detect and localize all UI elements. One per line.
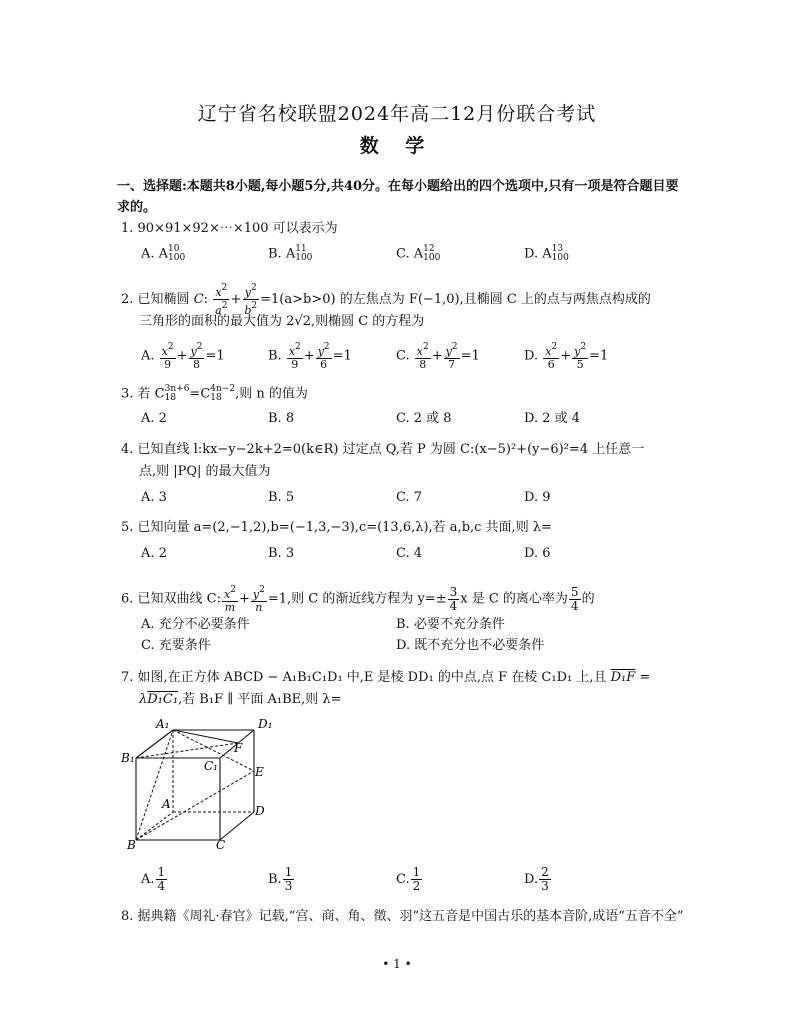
question-5-option-a: A. 2 (141, 546, 167, 561)
question-4-stem: 4. 已知直线 l:kx−y−2k+2=0(k∈R) 过定点 Q,若 P 为圆 C:(x−5)²+(y−6)²=4 上任意一 (121, 442, 645, 457)
question-4-option-b: B. 5 (268, 490, 295, 505)
question-2-stem-cont: 三角形的面积的最大值为 2√2,则椭圆 C 的方程为 (139, 314, 425, 329)
question-2-stem: 2. 已知椭圆 C: $\frac{x^2}{a^2}$ + $\frac{y^2}{b^2}$ =1(a>b>0) 的左焦点为 F(−1,0),且椭圆 C 上的点与两焦点构成的 (121, 283, 651, 317)
vertex-label-d1: D₁ (258, 717, 273, 731)
question-7-stem: 7. 如图,在正方体 ABCD − A₁B₁C₁D₁ 中,E 是棱 DD₁ 的中点,点 F 在棱 C₁D₁ 上,且 D₁F = (121, 670, 651, 685)
question-6-stem: 6. 已知双曲线 C: $\frac{x^2}{m}$ + $\frac{y^2}{n}$ =1,则 C 的渐近线方程为 y=± $\frac{3}{4}$ x 是 C 的离心率为 $\frac{5}{4}$ 的 (121, 584, 595, 614)
question-6-option-d: D. 既不充分也不必要条件 (396, 638, 545, 653)
vertex-label-a: A (162, 797, 171, 811)
question-8-stem: 8. 据典籍《周礼·春官》记载,“宫、商、角、徵、羽”这五音是中国古乐的基本音阶,成语“五音不全” (121, 909, 684, 924)
question-2-option-b: B. $\frac{x^2}{9}$ + $\frac{y^2}{6}$ =1 (268, 342, 352, 371)
vertex-label-d: D (255, 804, 265, 818)
question-5-option-c: C. 4 (396, 546, 423, 561)
vertex-label-c1: C₁ (204, 759, 218, 773)
question-1-option-b: B. A 11 100 (268, 244, 313, 263)
section-heading: 一、选择题:本题共8小题,每小题5分,共40分。在每小题给出的四个选项中,只有一项是符合题目要求的。 (117, 179, 679, 215)
vertex-label-b: B (127, 838, 136, 852)
vertex-label-b1: B₁ (121, 751, 135, 765)
question-6-option-a: A. 充分不必要条件 (141, 617, 250, 632)
question-3-option-d: D. 2 或 4 (524, 411, 581, 426)
page-number: • 1 • (382, 957, 412, 971)
question-1-stem: 1. 90×91×92×⋯×100 可以表示为 (121, 221, 338, 236)
question-7-option-b: B. $\frac{1}{3}$ (268, 865, 293, 893)
question-4-option-a: A. 3 (141, 490, 167, 505)
vertex-label-a1: A₁ (156, 717, 170, 731)
question-3-option-c: C. 2 或 8 (396, 411, 452, 426)
question-3-option-b: B. 8 (268, 411, 295, 426)
question-1-option-a: A. A 10 100 (141, 244, 186, 263)
question-3-stem: 3. 若 C 3n+6 18 =C 4n−2 18 ,则 n 的值为 (121, 384, 308, 403)
question-7-option-a: A. $\frac{1}{4}$ (141, 865, 166, 893)
cube-figure (118, 712, 278, 852)
question-2-option-a: A. $\frac{x^2}{9}$ + $\frac{y^2}{8}$ =1 (141, 342, 225, 371)
question-4-stem-cont: 点,则 |PQ| 的最大值为 (139, 464, 271, 479)
question-4-option-c: C. 7 (396, 490, 423, 505)
cube-diagram (118, 712, 278, 852)
question-1-option-d: D. A 13 100 (524, 244, 569, 263)
exam-title: 辽宁省名校联盟2024年高二12月份联合考试 (197, 103, 597, 125)
question-6-option-c: C. 充要条件 (141, 638, 211, 653)
exam-subject: 数 学 (359, 135, 435, 157)
question-1-option-c: C. A 12 100 (396, 244, 441, 263)
question-7-stem-cont: λD₁C₁,若 B₁F ∥ 平面 A₁BE,则 λ= (139, 692, 342, 707)
question-7-option-c: C. $\frac{1}{2}$ (396, 865, 421, 893)
vertex-label-c: C (216, 838, 226, 852)
question-5-option-d: D. 6 (524, 546, 551, 561)
question-2-option-c: C. $\frac{x^2}{8}$ + $\frac{y^2}{7}$ =1 (396, 342, 480, 371)
question-5-option-b: B. 3 (268, 546, 295, 561)
question-7-option-d: D. $\frac{2}{3}$ (524, 865, 549, 893)
question-5-stem: 5. 已知向量 a=(2,−1,2),b=(−1,3,−3),c=(13,6,λ),若 a,b,c 共面,则 λ= (121, 520, 552, 535)
point-label-e: E (255, 765, 264, 779)
question-4-option-d: D. 9 (524, 490, 551, 505)
question-6-option-b: B. 必要不充分条件 (396, 617, 505, 632)
question-2-option-d: D. $\frac{x^2}{6}$ + $\frac{y^2}{5}$ =1 (524, 342, 609, 371)
question-3-option-a: A. 2 (141, 411, 167, 426)
point-label-f: F (234, 741, 243, 755)
